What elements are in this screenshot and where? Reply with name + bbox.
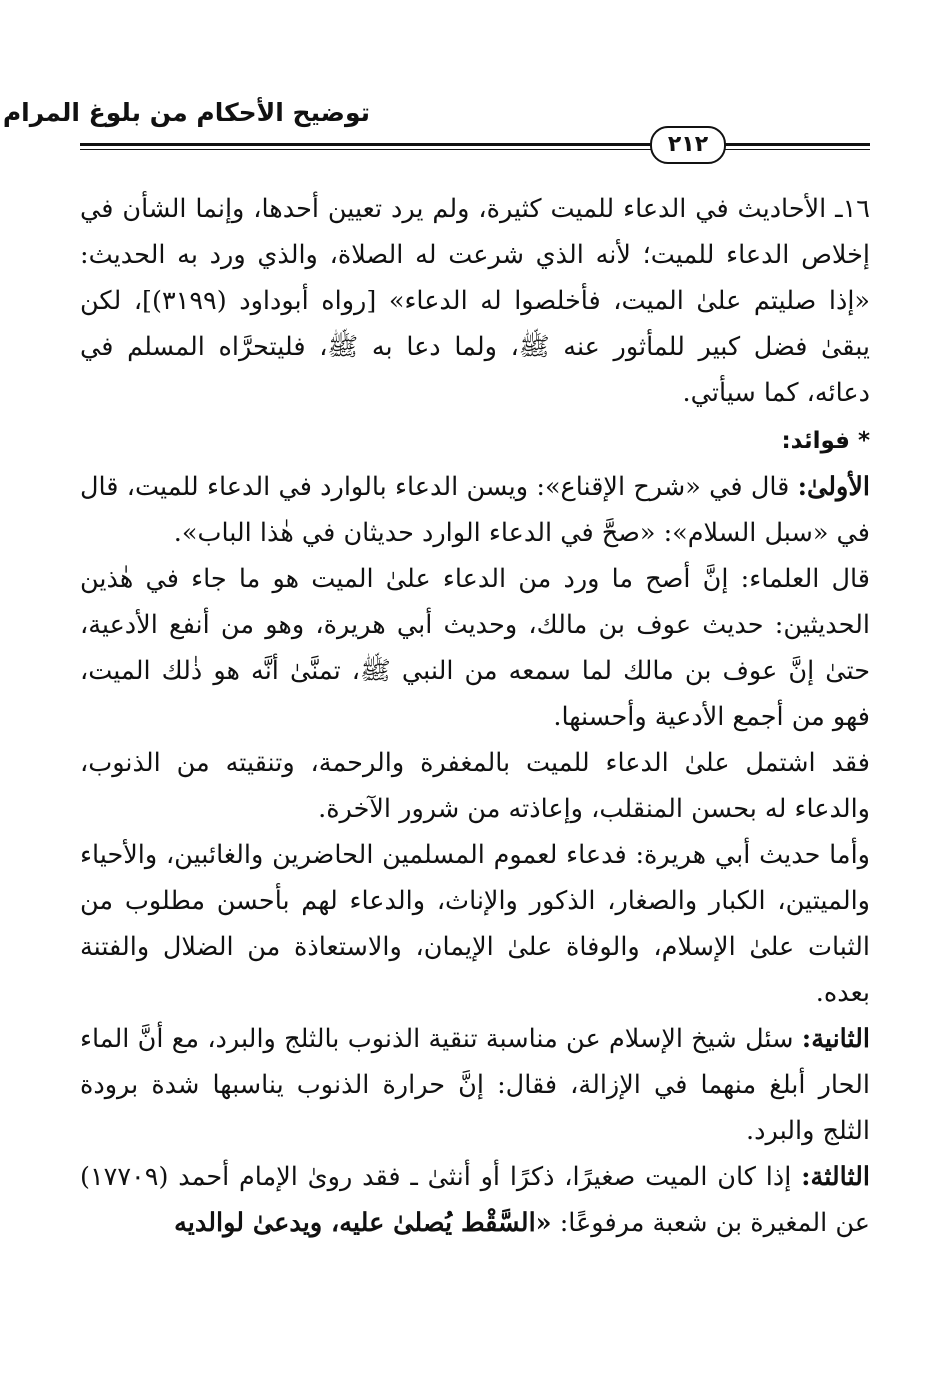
header-rule-lower bbox=[80, 149, 870, 150]
benefit-second-label: الثانية: bbox=[801, 1024, 870, 1054]
benefit-first-label: الأولىٰ: bbox=[797, 472, 870, 502]
benefit-third-label: الثالثة: bbox=[801, 1162, 870, 1192]
benefit-second bbox=[80, 1016, 870, 1154]
benefit-third-text: إذا كان الميت صغيرًا، ذكرًا أو أنثىٰ ـ فقد روىٰ الإمام أحمد (١٧٧٠٩) عن المغيرة بن شعبة مرفوعًا: bbox=[80, 1162, 870, 1238]
paragraph-abi-hurayra: وأما حديث أبي هريرة: فدعاء لعموم المسلمين الحاضرين والغائبين، والأحياء والميتين، الكبار والصغار، الذكور والإناث، والدعاء لهم بأحسن مطلوب من الثبات علىٰ الإسلام، والوفاة علىٰ الإيمان، والاستعاذة من الضلال والفتنة بعده. bbox=[80, 840, 870, 1008]
page-number: ٢١٢ bbox=[650, 126, 726, 164]
fawaid-heading: * فوائد: bbox=[781, 428, 870, 454]
benefit-first-text: قال في «شرح الإقناع»: ويسن الدعاء بالوارد في الدعاء للميت، قال في «سبل السلام»: «صحَّ في الدعاء الوارد حديثان في هٰذا الباب». bbox=[80, 472, 870, 548]
paragraph-ulama: قال العلماء: إنَّ أصح ما ورد من الدعاء علىٰ الميت هو ما جاء في هٰذين الحديثين: حديث عوف بن مالك، وحديث أبي هريرة، وهو من أنفع الأدعية، حتىٰ إنَّ عوف بن مالك لما سمعه من النبي ﷺ، تمنَّىٰ أنَّه هو ذٰلك الميت، فهو من أجمع الأدعية وأحسنها. bbox=[80, 564, 870, 732]
benefit-third-quote: «السَّقْط يُصلىٰ عليه، ويدعىٰ لوالديه bbox=[174, 1208, 552, 1238]
running-header-title: توضيح الأحكام من بلوغ المرام bbox=[2, 98, 370, 127]
benefit-first bbox=[80, 464, 870, 556]
benefit-second-text: سئل شيخ الإسلام عن مناسبة تنقية الذنوب بالثلج والبرد، مع أنَّ الماء الحار أبلغ منهما في الإزالة، فقال: إنَّ حرارة الذنوب يناسبها شدة برودة الثلج والبرد. bbox=[80, 1024, 870, 1146]
paragraph-16: ١٦ـ الأحاديث في الدعاء للميت كثيرة، ولم يرد تعيين أحدها، وإنما الشأن في إخلاص الدعاء للميت؛ لأنه الذي شرعت له الصلاة، والذي ورد به الحديث: «إذا صليتم علىٰ الميت، فأخلصوا له الدعاء» [رواه أبوداود (٣١٩٩)]، لكن يبقىٰ فضل كبير للمأثور عنه ﷺ، ولما دعا به ﷺ، فليتحرَّاه المسلم في دعائه، كما سيأتي. bbox=[80, 194, 871, 408]
benefit-third bbox=[80, 1154, 870, 1246]
header-rule-upper bbox=[80, 143, 870, 146]
page-body bbox=[80, 186, 870, 1246]
paragraph-ishtamal: فقد اشتمل علىٰ الدعاء للميت بالمغفرة والرحمة، وتنقيته من الذنوب، والدعاء له بحسن المنقلب، وإعاذته من شرور الآخرة. bbox=[80, 748, 870, 824]
